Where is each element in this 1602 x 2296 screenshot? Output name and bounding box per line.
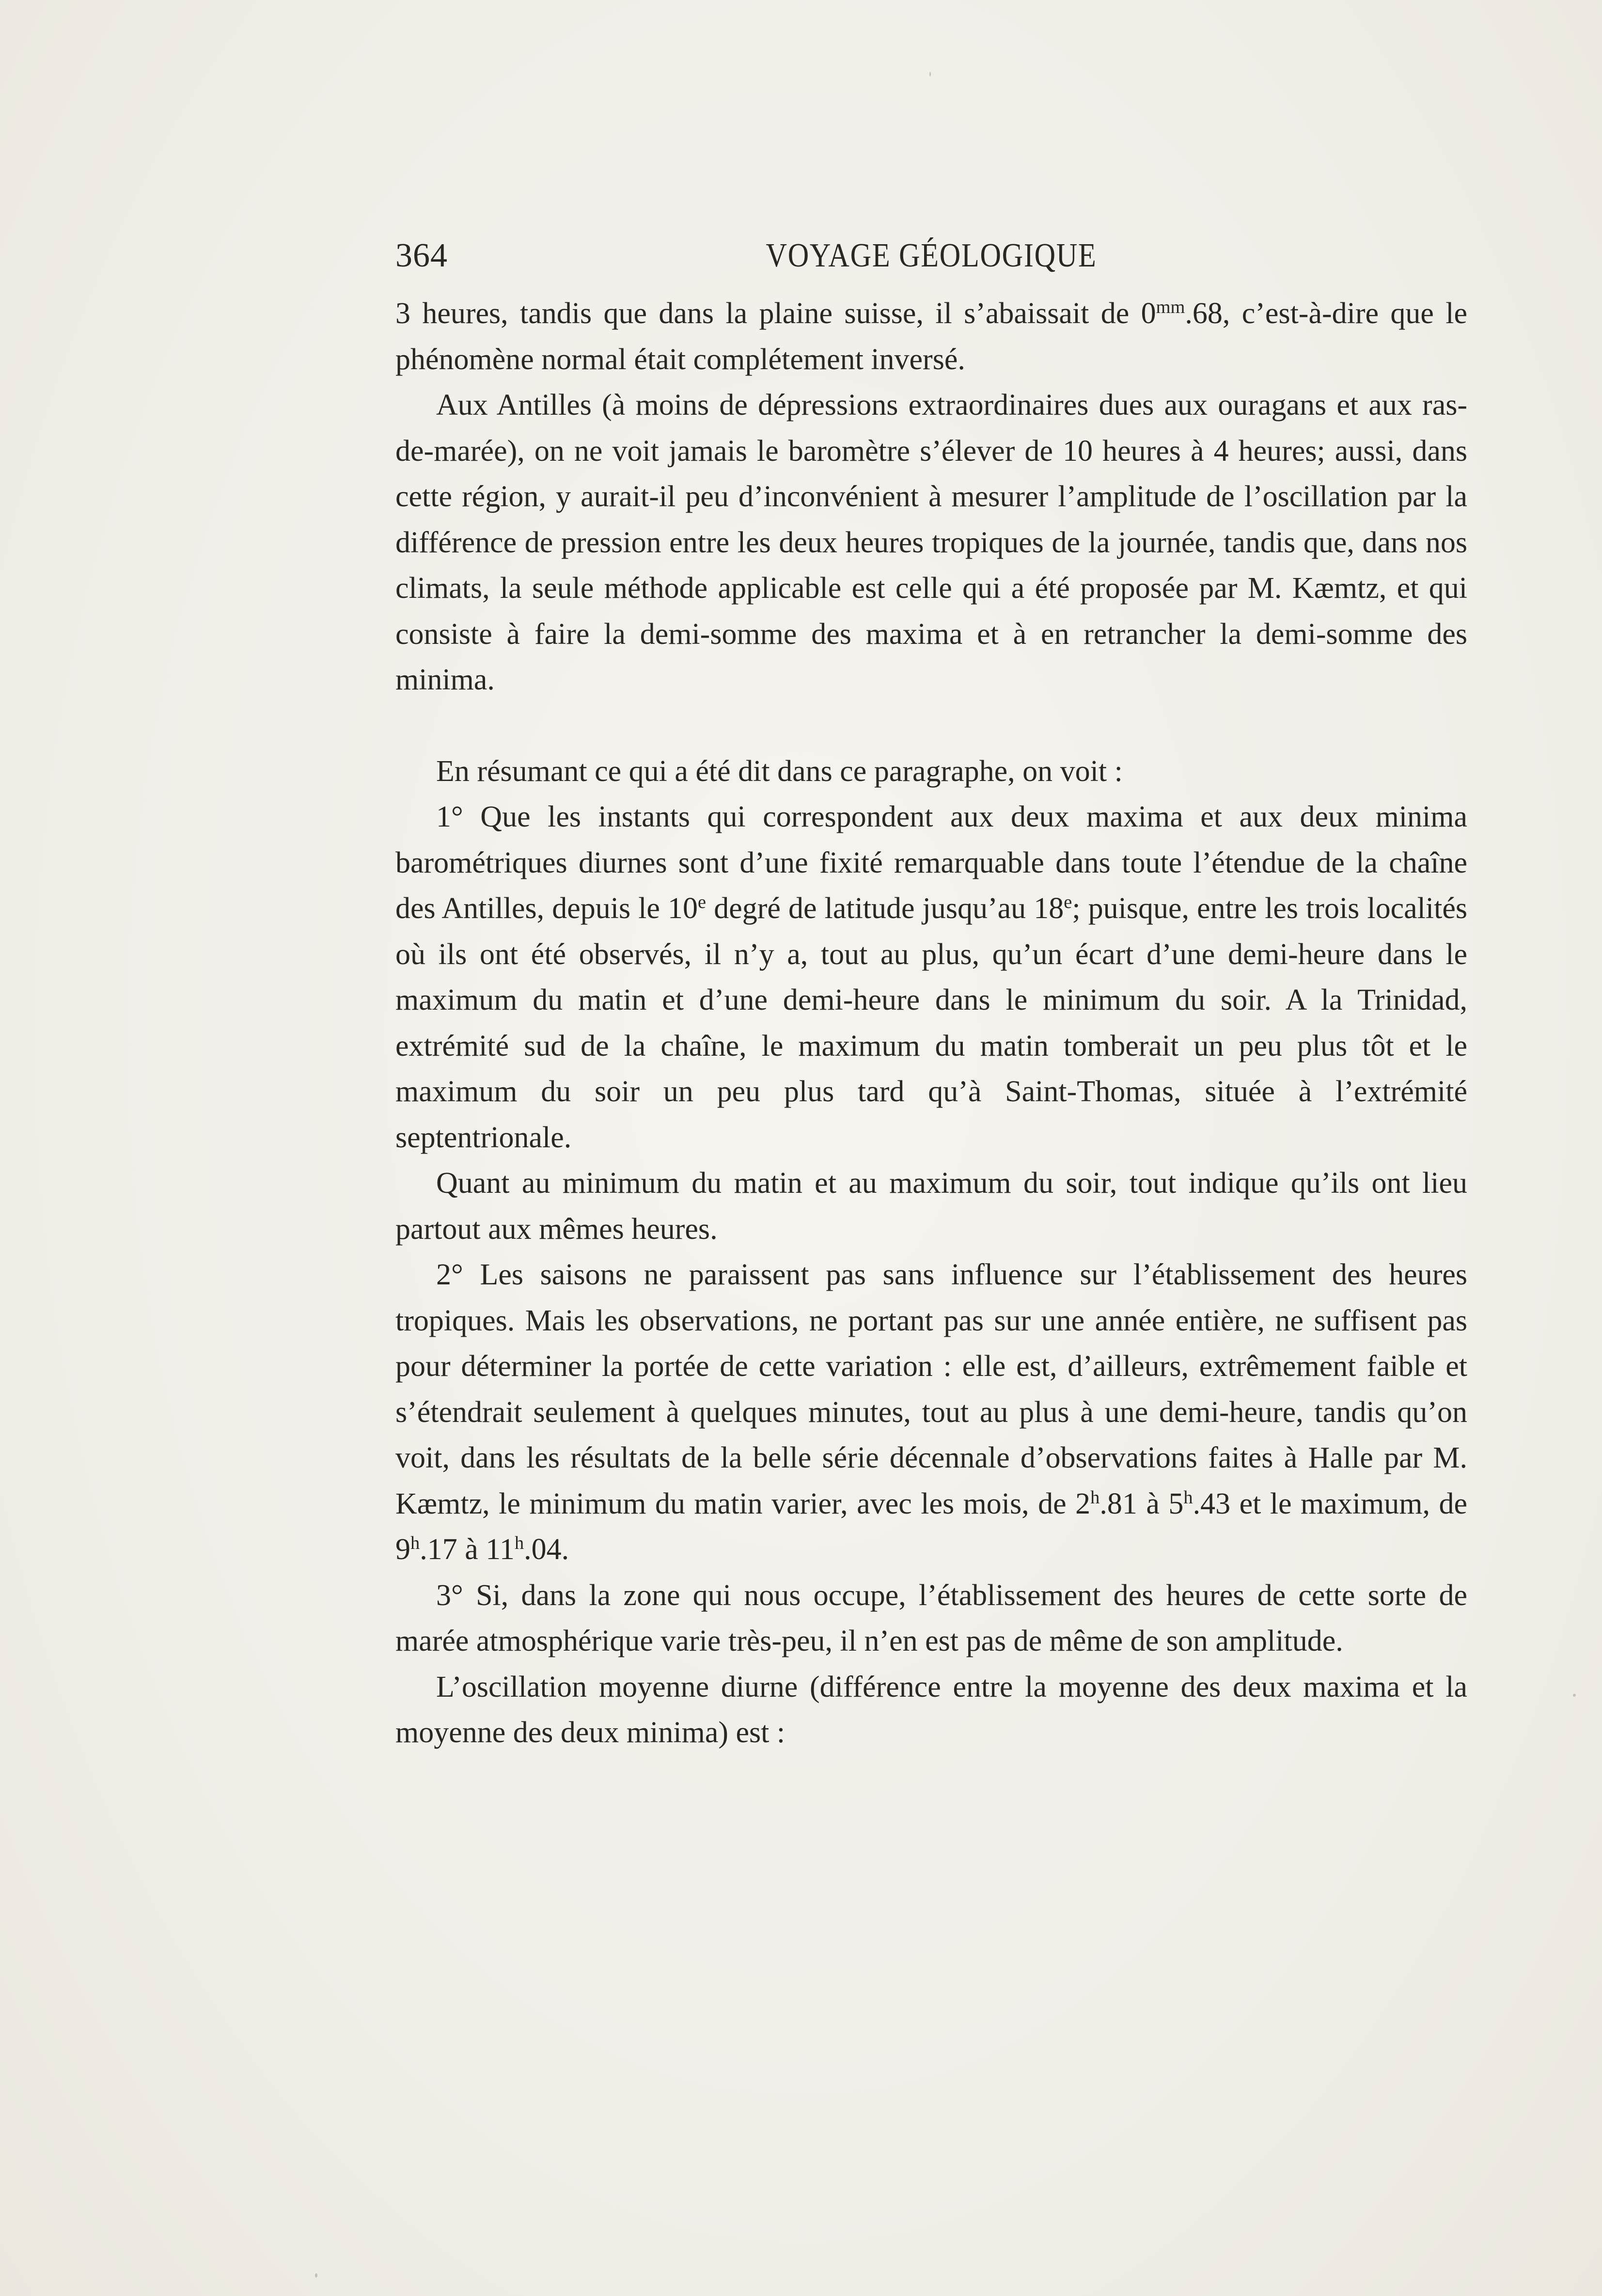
body-text [395, 291, 1467, 1756]
superscript-text: e [698, 891, 707, 912]
text-run: ; puisque, entre les trois localités où ils ont été observés, il n’y a, tout au plus, qu’un écart d’une demi-heure dans le maximum du matin et d’une demi-heure dans le minimum du soir. A la Trinidad, extrémité sud de la chaîne, le maximum du matin tomberait un peu plus tôt et le maximum du soir un peu plus tard qu’à Saint-Thomas, située à l’extrémité septentrionale. [395, 892, 1467, 1154]
paper-speck [315, 2273, 317, 2278]
text-run: .17 à 11 [420, 1533, 515, 1566]
text-run: .81 à 5 [1099, 1487, 1184, 1520]
superscript-text: e [1064, 891, 1072, 912]
text-run: .04. [524, 1533, 569, 1566]
superscript-text: h [1090, 1487, 1100, 1508]
text-run: 3° Si, dans la zone qui nous occupe, l’établissement des heures de cette sorte de marée atmosphérique varie très-peu, il n’en est pas de même de son amplitude. [395, 1578, 1467, 1657]
running-title: VOYAGE GÉOLOGIQUE [766, 237, 1097, 274]
text-run: .68, c’est-à-dire que le phénomène normal était complétement inversé. [395, 297, 1467, 376]
paragraph-summary-intro [395, 749, 1467, 795]
page-number: 364 [395, 237, 448, 274]
paragraph-point-1 [395, 794, 1467, 1160]
superscript-text: h [410, 1532, 420, 1553]
paragraph-point-2 [395, 1252, 1467, 1573]
text-run: 2° Les saisons ne paraissent pas sans influence sur l’établissement des heures tropiques. Mais les observations, ne portant pas sur une année entière, ne suffisent pas pour déterminer la portée de cette variation : elle est, d’ailleurs, extrêmement faible et s’étendrait seulement à quelques minutes, tout au plus à une demi-heure, tandis qu’on voit, dans les résultats de la belle série décennale d’observations faites à Halle par M. Kæmtz, le minimum du matin varier, avec les mois, de 2 [395, 1258, 1467, 1520]
superscript-text: h [514, 1532, 524, 1553]
paragraph-minimum-maximum [395, 1160, 1467, 1252]
text-run: Quant au minimum du matin et au maximum du soir, tout indique qu’ils ont lieu partout aux mêmes heures. [395, 1167, 1467, 1246]
superscript-text: h [1183, 1487, 1193, 1508]
text-run: 1° Que les instants qui correspondent aux deux maxima et aux deux minima barométriques diurnes sont d’une fixité remarquable dans toute l’étendue de la chaîne des Antilles, depuis le 10 [395, 800, 1467, 925]
text-run: Aux Antilles (à moins de dépressions extraordinaires dues aux ouragans et aux ras-de-marée), on ne voit jamais le baromètre s’élever de 10 heures à 4 heures; aussi, dans cette région, y aurait-il peu d’inconvénient à mesurer l’amplitude de l’oscillation par la différence de pression entre les deux heures tropiques de la journée, tandis que, dans nos climats, la seule méthode applicable est celle qui a été proposée par M. Kæmtz, et qui consiste à faire la demi-somme des maxima et à en retrancher la demi-somme des minima. [395, 389, 1467, 696]
text-run: 3 heures, tandis que dans la plaine suisse, il s’abaissait de 0 [395, 297, 1156, 330]
page-header [395, 236, 1467, 275]
paragraph-continuation [395, 291, 1467, 382]
paragraph-antilles [395, 382, 1467, 703]
paper-speck [929, 72, 931, 77]
text-run: L’oscillation moyenne diurne (différence entre la moyenne des deux maxima et la moyenne des deux minima) est : [395, 1670, 1467, 1749]
text-run: .43 et le maximum, de 9 [395, 1487, 1467, 1566]
paragraph-point-3 [395, 1573, 1467, 1664]
paper-speck [1573, 1694, 1576, 1697]
text-run: degré de latitude jusqu’au 18 [706, 892, 1064, 925]
superscript-text: mm [1156, 297, 1185, 317]
paragraph-oscillation [395, 1664, 1467, 1756]
text-run: En résumant ce qui a été dit dans ce paragraphe, on voit : [436, 754, 1123, 788]
